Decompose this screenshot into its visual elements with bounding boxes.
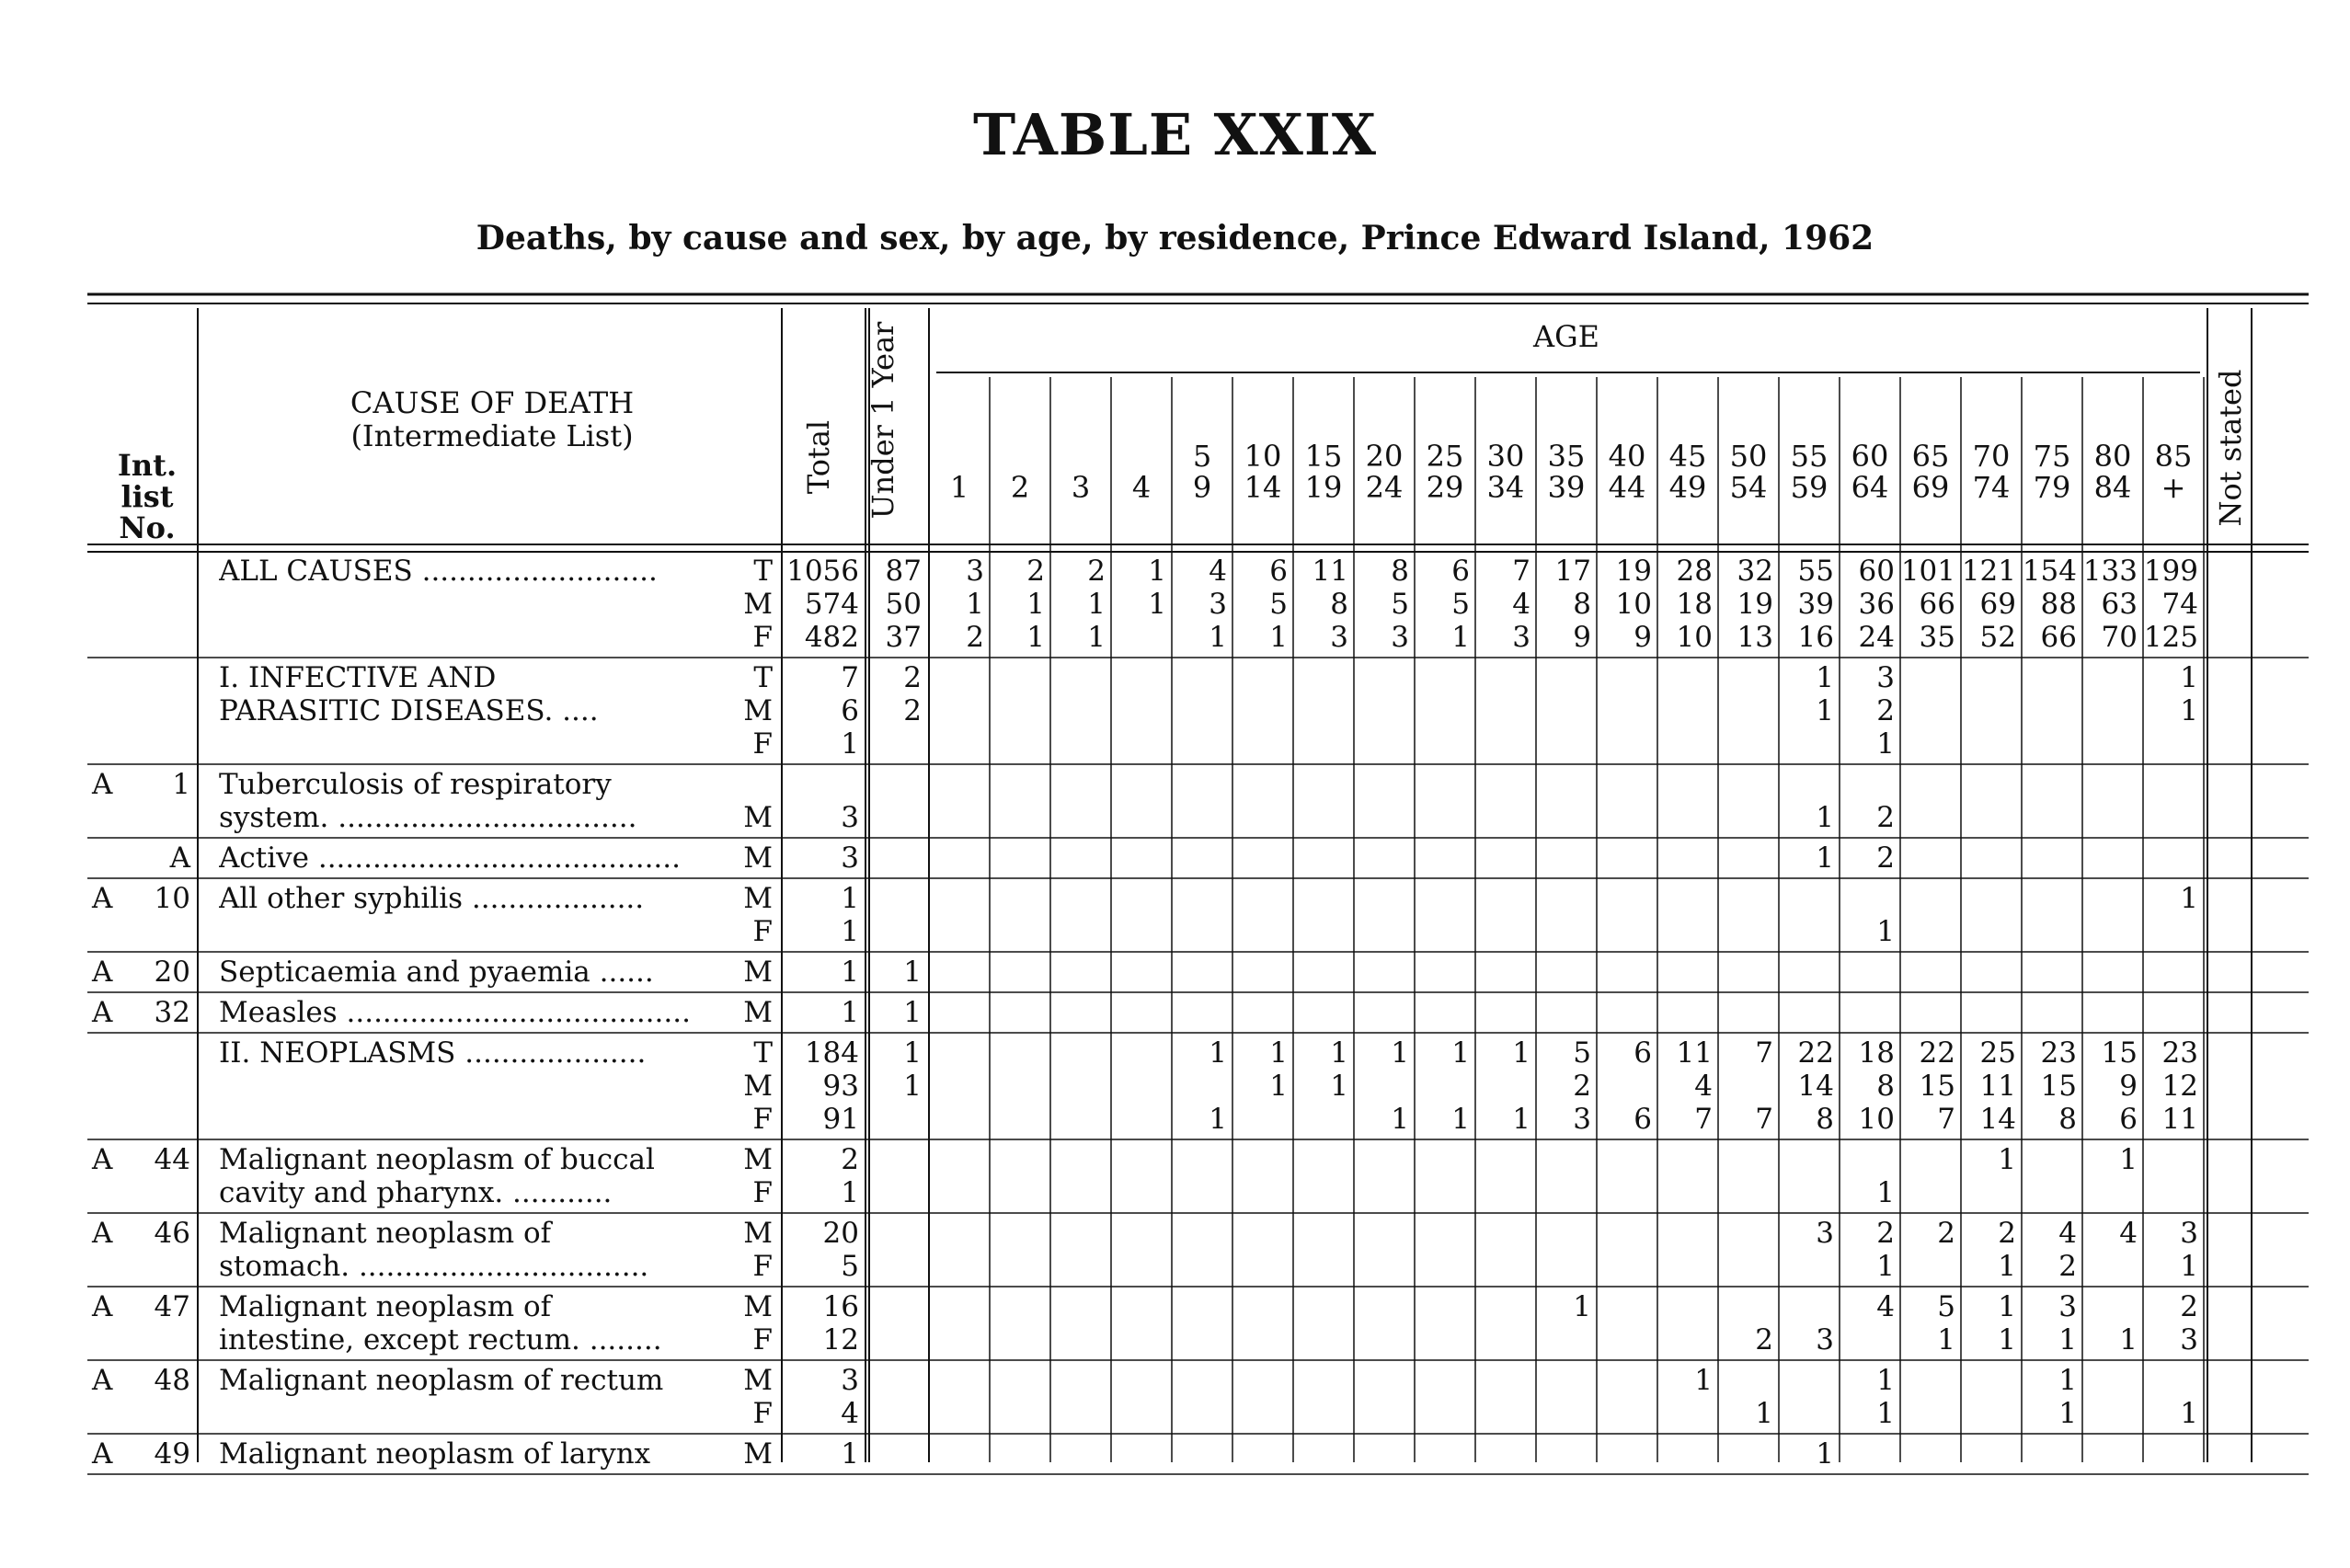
- age-value: 3: [1816, 1323, 1834, 1356]
- age-value: 101: [1900, 555, 1955, 588]
- total-value: 1: [841, 915, 859, 948]
- age-group-header: 34: [1486, 470, 1525, 505]
- age-group-header: 39: [1547, 470, 1586, 505]
- sex-code: F: [752, 915, 773, 948]
- age-value: 4: [1512, 588, 1530, 621]
- age-value: 1: [1876, 1250, 1895, 1283]
- age-value: 1: [2180, 882, 2198, 915]
- age-value: 1: [1391, 1103, 1409, 1136]
- age-value: 7: [1755, 1036, 1773, 1070]
- age-value: 1: [1209, 1036, 1227, 1070]
- sex-code: M: [743, 996, 773, 1029]
- sex-code: M: [743, 882, 773, 915]
- int-list-header: No.: [119, 510, 176, 545]
- total-value: 184: [804, 1036, 859, 1070]
- age-value: 199: [2143, 555, 2198, 588]
- sex-code: F: [752, 727, 773, 761]
- age-group-header: 24: [1365, 470, 1404, 505]
- cause-label: Malignant neoplasm of buccal: [219, 1143, 655, 1176]
- age-group-header: 29: [1426, 470, 1464, 505]
- age-value: 69: [1979, 588, 2016, 621]
- int-list-number: 46: [154, 1217, 190, 1250]
- cause-label: II. NEOPLASMS ....................: [219, 1036, 647, 1070]
- age-group-header: 44: [1608, 470, 1646, 505]
- age-group-header: 74: [1972, 470, 2011, 505]
- age-group-header: 75: [2033, 439, 2071, 474]
- age-value: 5: [1937, 1290, 1955, 1323]
- int-list-number: 47: [154, 1290, 190, 1323]
- age-group-header: 25: [1426, 439, 1464, 474]
- age-value: 19: [1737, 588, 1773, 621]
- age-value: 6: [1269, 555, 1288, 588]
- under-1-year-header: Under 1 Year: [865, 321, 900, 520]
- total-value: 2: [841, 1143, 859, 1176]
- age-value: 4: [1694, 1070, 1713, 1103]
- age-value: 8: [1816, 1103, 1834, 1136]
- age-value: 8: [2058, 1103, 2077, 1136]
- under-1-value: 2: [903, 694, 922, 727]
- sex-code: M: [743, 1290, 773, 1323]
- age-value: 10: [1615, 588, 1652, 621]
- age-value: 8: [1573, 588, 1591, 621]
- age-value: 23: [2161, 1036, 2198, 1070]
- total-value: 1056: [786, 555, 859, 588]
- age-value: 2: [1087, 555, 1106, 588]
- sex-code: F: [752, 1103, 773, 1136]
- age-group-header: 54: [1729, 470, 1768, 505]
- age-value: 55: [1797, 555, 1834, 588]
- age-value: 3: [1391, 621, 1409, 654]
- age-value: 3: [1330, 621, 1348, 654]
- cause-label: Malignant neoplasm of: [219, 1217, 552, 1250]
- total-value: 6: [841, 694, 859, 727]
- age-value: 4: [2119, 1217, 2138, 1250]
- age-value: 66: [1919, 588, 1955, 621]
- age-group-header: 10: [1244, 439, 1282, 474]
- cause-label: PARASITIC DISEASES. ....: [219, 694, 599, 727]
- page-title: TABLE XXIX: [972, 101, 1377, 168]
- age-value: 2: [1876, 1217, 1895, 1250]
- age-value: 2: [1755, 1323, 1773, 1356]
- age-value: 3: [1816, 1217, 1834, 1250]
- under-1-value: 1: [903, 1070, 922, 1103]
- age-value: 3: [1209, 588, 1227, 621]
- cause-label: Malignant neoplasm of: [219, 1290, 552, 1323]
- sex-code: M: [743, 1364, 773, 1397]
- age-value: 12: [2161, 1070, 2198, 1103]
- total-value: 20: [822, 1217, 859, 1250]
- total-value: 5: [841, 1250, 859, 1283]
- age-value: 3: [2180, 1217, 2198, 1250]
- age-value: 6: [1451, 555, 1470, 588]
- age-value: 1: [1026, 588, 1045, 621]
- age-group-header: 80: [2093, 439, 2132, 474]
- sex-code: F: [752, 621, 773, 654]
- age-value: 1: [1816, 841, 1834, 875]
- int-list-letter: A: [92, 956, 113, 989]
- age-value: 16: [1797, 621, 1834, 654]
- age-value: 1: [1998, 1290, 2016, 1323]
- int-list-number: 48: [154, 1364, 190, 1397]
- sex-code: M: [743, 1070, 773, 1103]
- age-value: 1: [1269, 621, 1288, 654]
- age-value: 1: [1269, 1070, 1288, 1103]
- age-group-header: 70: [1972, 439, 2011, 474]
- cause-label: cavity and pharynx. ...........: [219, 1176, 613, 1209]
- age-value: 3: [966, 555, 984, 588]
- age-value: 1: [2180, 694, 2198, 727]
- age-value: 24: [1858, 621, 1895, 654]
- age-value: 154: [2022, 555, 2077, 588]
- total-value: 482: [804, 621, 859, 654]
- int-list-number: 10: [154, 882, 190, 915]
- under-1-value: 50: [885, 588, 922, 621]
- age-value: 10: [1676, 621, 1713, 654]
- age-group-header: 3: [1071, 470, 1091, 505]
- under-1-value: 1: [903, 1036, 922, 1070]
- age-value: 1: [1209, 1103, 1227, 1136]
- age-group-header: 14: [1244, 470, 1282, 505]
- table-subtitle: Deaths, by cause and sex, by age, by residence, Prince Edward Island, 1962: [476, 219, 1874, 258]
- age-group-header: 59: [1790, 470, 1828, 505]
- age-value: 3: [1512, 621, 1530, 654]
- age-value: 1: [1330, 1070, 1348, 1103]
- age-value: 18: [1858, 1036, 1895, 1070]
- sex-code: T: [753, 555, 773, 588]
- total-value: 91: [822, 1103, 859, 1136]
- sex-code: F: [752, 1323, 773, 1356]
- age-value: 1: [1876, 727, 1895, 761]
- age-group-header: +: [2161, 470, 2186, 505]
- sex-code: M: [743, 1217, 773, 1250]
- total-value: 7: [841, 661, 859, 694]
- age-value: 8: [1391, 555, 1409, 588]
- age-value: 1: [1330, 1036, 1348, 1070]
- age-value: 4: [1209, 555, 1227, 588]
- cause-label: Measles ......................................: [219, 996, 691, 1029]
- age-value: 15: [2040, 1070, 2077, 1103]
- age-group-header: 45: [1668, 439, 1707, 474]
- age-value: 32: [1737, 555, 1773, 588]
- age-value: 74: [2161, 588, 2198, 621]
- age-value: 1: [1816, 661, 1834, 694]
- cause-of-death-header: (Intermediate List): [350, 418, 634, 453]
- age-value: 25: [1979, 1036, 2016, 1070]
- age-value: 7: [1755, 1103, 1773, 1136]
- age-value: 7: [1694, 1103, 1713, 1136]
- age-value: 1: [1998, 1323, 2016, 1356]
- age-value: 2: [1937, 1217, 1955, 1250]
- age-value: 3: [1876, 661, 1895, 694]
- age-value: 1: [1694, 1364, 1713, 1397]
- cause-label: Malignant neoplasm of larynx: [219, 1437, 651, 1471]
- age-group-header: 84: [2093, 470, 2132, 505]
- age-value: 2: [1876, 841, 1895, 875]
- age-value: 11: [2161, 1103, 2198, 1136]
- total-value: 1: [841, 1437, 859, 1471]
- age-value: 17: [1554, 555, 1591, 588]
- sex-code: M: [743, 588, 773, 621]
- age-group-header: 2: [1010, 470, 1030, 505]
- age-value: 66: [2040, 621, 2077, 654]
- age-value: 2: [1876, 801, 1895, 834]
- age-value: 2: [1876, 694, 1895, 727]
- total-value: 3: [841, 841, 859, 875]
- age-group-header: 40: [1608, 439, 1646, 474]
- age-group-header: 9: [1192, 470, 1212, 505]
- age-value: 1: [1816, 801, 1834, 834]
- sex-code: M: [743, 801, 773, 834]
- age-value: 8: [1876, 1070, 1895, 1103]
- age-group-header: 50: [1729, 439, 1768, 474]
- age-value: 1: [1755, 1397, 1773, 1430]
- sex-code: M: [743, 1437, 773, 1471]
- cause-label: Tuberculosis of respiratory: [219, 768, 612, 801]
- age-value: 1: [1148, 555, 1166, 588]
- age-value: 14: [1979, 1103, 2016, 1136]
- age-value: 9: [1634, 621, 1652, 654]
- int-list-header: Int.: [117, 448, 178, 483]
- age-value: 4: [1876, 1290, 1895, 1323]
- age-value: 1: [1451, 1036, 1470, 1070]
- int-list-letter: A: [92, 1217, 113, 1250]
- age-value: 2: [1998, 1217, 2016, 1250]
- total-header: Total: [801, 419, 836, 495]
- age-header: AGE: [1532, 319, 1600, 354]
- age-value: 2: [2058, 1250, 2077, 1283]
- age-value: 23: [2040, 1036, 2077, 1070]
- sex-code: T: [753, 661, 773, 694]
- age-value: 52: [1979, 621, 2016, 654]
- int-list-number: 49: [154, 1437, 190, 1471]
- cause-label: ALL CAUSES ..........................: [219, 555, 658, 588]
- age-group-header: 20: [1365, 439, 1404, 474]
- cause-label: I. INFECTIVE AND: [219, 661, 497, 694]
- age-value: 4: [2058, 1217, 2077, 1250]
- cause-label: stomach. ................................: [219, 1250, 649, 1283]
- age-value: 1: [2119, 1143, 2138, 1176]
- int-list-number: A: [169, 841, 190, 875]
- age-value: 88: [2040, 588, 2077, 621]
- age-value: 10: [1858, 1103, 1895, 1136]
- age-value: 1: [1876, 1397, 1895, 1430]
- age-value: 11: [1312, 555, 1348, 588]
- age-value: 15: [2101, 1036, 2138, 1070]
- age-value: 1: [1026, 621, 1045, 654]
- age-value: 1: [2119, 1323, 2138, 1356]
- total-value: 1: [841, 882, 859, 915]
- age-value: 7: [1512, 555, 1530, 588]
- cause-label: Active ........................................: [219, 841, 681, 875]
- age-value: 13: [1737, 621, 1773, 654]
- age-value: 133: [2082, 555, 2138, 588]
- age-value: 28: [1676, 555, 1713, 588]
- age-value: 3: [1573, 1103, 1591, 1136]
- age-value: 125: [2143, 621, 2198, 654]
- int-list-letter: A: [92, 996, 113, 1029]
- age-value: 1: [2058, 1323, 2077, 1356]
- int-list-letter: A: [92, 1143, 113, 1176]
- cause-label: Malignant neoplasm of rectum: [219, 1364, 664, 1397]
- age-value: 1: [2180, 1250, 2198, 1283]
- under-1-value: 2: [903, 661, 922, 694]
- cause-label: intestine, except rectum. ........: [219, 1323, 662, 1356]
- total-value: 1: [841, 727, 859, 761]
- sex-code: F: [752, 1250, 773, 1283]
- age-value: 1: [2180, 661, 2198, 694]
- age-value: 1: [1876, 915, 1895, 948]
- age-value: 1: [2058, 1364, 2077, 1397]
- age-group-header: 35: [1547, 439, 1586, 474]
- under-1-value: 1: [903, 956, 922, 989]
- age-value: 1: [1451, 621, 1470, 654]
- int-list-letter: A: [92, 1364, 113, 1397]
- under-1-value: 1: [903, 996, 922, 1029]
- age-value: 9: [1573, 621, 1591, 654]
- int-list-letter: A: [92, 1437, 113, 1471]
- age-value: 1: [1451, 1103, 1470, 1136]
- age-group-header: 65: [1911, 439, 1950, 474]
- age-group-header: 49: [1668, 470, 1707, 505]
- age-value: 1: [966, 588, 984, 621]
- int-list-number: 1: [172, 768, 190, 801]
- cause-label: system. .................................: [219, 801, 637, 834]
- total-value: 1: [841, 996, 859, 1029]
- age-value: 1: [1269, 1036, 1288, 1070]
- age-group-header: 1: [949, 470, 969, 505]
- age-value: 2: [2180, 1290, 2198, 1323]
- age-value: 18: [1676, 588, 1713, 621]
- age-value: 2: [966, 621, 984, 654]
- age-group-header: 15: [1304, 439, 1343, 474]
- age-value: 1: [1087, 621, 1106, 654]
- age-group-header: 30: [1486, 439, 1525, 474]
- age-value: 6: [1634, 1103, 1652, 1136]
- age-value: 1: [2180, 1397, 2198, 1430]
- sex-code: F: [752, 1176, 773, 1209]
- sex-code: M: [743, 1143, 773, 1176]
- age-group-header: 64: [1851, 470, 1889, 505]
- age-value: 1: [1816, 694, 1834, 727]
- sex-code: M: [743, 956, 773, 989]
- age-group-header: 5: [1192, 439, 1212, 474]
- sex-code: F: [752, 1397, 773, 1430]
- age-value: 11: [1676, 1036, 1713, 1070]
- age-value: 15: [1919, 1070, 1955, 1103]
- not-stated-header: Not stated: [2213, 369, 2248, 527]
- under-1-value: 37: [885, 621, 922, 654]
- age-value: 1: [1876, 1364, 1895, 1397]
- age-group-header: 55: [1790, 439, 1828, 474]
- age-value: 5: [1391, 588, 1409, 621]
- age-value: 70: [2101, 621, 2138, 654]
- sex-code: M: [743, 841, 773, 875]
- int-list-letter: A: [92, 768, 113, 801]
- age-value: 22: [1797, 1036, 1834, 1070]
- total-value: 574: [804, 588, 859, 621]
- total-value: 1: [841, 1176, 859, 1209]
- age-group-header: 4: [1131, 470, 1152, 505]
- int-list-number: 44: [154, 1143, 190, 1176]
- sex-code: M: [743, 694, 773, 727]
- age-value: 5: [1573, 1036, 1591, 1070]
- age-value: 1: [2058, 1397, 2077, 1430]
- age-value: 9: [2119, 1070, 2138, 1103]
- total-value: 16: [822, 1290, 859, 1323]
- age-value: 3: [2058, 1290, 2077, 1323]
- total-value: 12: [822, 1323, 859, 1356]
- cause-of-death-header: CAUSE OF DEATH: [350, 385, 635, 420]
- int-list-letter: A: [92, 1290, 113, 1323]
- total-value: 1: [841, 956, 859, 989]
- age-value: 8: [1330, 588, 1348, 621]
- age-value: 6: [2119, 1103, 2138, 1136]
- age-value: 1: [1087, 588, 1106, 621]
- age-group-header: 79: [2033, 470, 2071, 505]
- age-value: 1: [1937, 1323, 1955, 1356]
- age-value: 1: [1816, 1437, 1834, 1471]
- age-value: 2: [1573, 1070, 1591, 1103]
- age-value: 1: [1998, 1143, 2016, 1176]
- age-group-header: 69: [1911, 470, 1950, 505]
- age-value: 1: [1998, 1250, 2016, 1283]
- age-value: 1: [1209, 621, 1227, 654]
- age-value: 5: [1269, 588, 1288, 621]
- age-value: 19: [1615, 555, 1652, 588]
- int-list-number: 32: [154, 996, 190, 1029]
- age-value: 6: [1634, 1036, 1652, 1070]
- int-list-letter: A: [92, 882, 113, 915]
- age-value: 1: [1512, 1103, 1530, 1136]
- age-value: 3: [2180, 1323, 2198, 1356]
- age-group-header: 85: [2154, 439, 2193, 474]
- age-value: 35: [1919, 621, 1955, 654]
- age-value: 39: [1797, 588, 1834, 621]
- int-list-header: list: [120, 479, 174, 514]
- age-value: 5: [1451, 588, 1470, 621]
- age-value: 1: [1512, 1036, 1530, 1070]
- age-value: 1: [1876, 1176, 1895, 1209]
- age-value: 11: [1979, 1070, 2016, 1103]
- age-value: 1: [1573, 1290, 1591, 1323]
- sex-code: T: [753, 1036, 773, 1070]
- total-value: 3: [841, 801, 859, 834]
- age-value: 36: [1858, 588, 1895, 621]
- age-value: 14: [1797, 1070, 1834, 1103]
- total-value: 93: [822, 1070, 859, 1103]
- cause-label: Septicaemia and pyaemia ......: [219, 956, 654, 989]
- age-value: 63: [2101, 588, 2138, 621]
- age-value: 1: [1391, 1036, 1409, 1070]
- age-group-header: 19: [1304, 470, 1343, 505]
- int-list-number: 20: [154, 956, 190, 989]
- under-1-value: 87: [885, 555, 922, 588]
- total-value: 4: [841, 1397, 859, 1430]
- age-group-header: 60: [1851, 439, 1889, 474]
- cause-label: All other syphilis ...................: [219, 882, 645, 915]
- age-value: 22: [1919, 1036, 1955, 1070]
- age-value: 2: [1026, 555, 1045, 588]
- total-value: 3: [841, 1364, 859, 1397]
- age-value: 1: [1148, 588, 1166, 621]
- age-value: 121: [1961, 555, 2016, 588]
- age-value: 7: [1937, 1103, 1955, 1136]
- age-value: 60: [1858, 555, 1895, 588]
